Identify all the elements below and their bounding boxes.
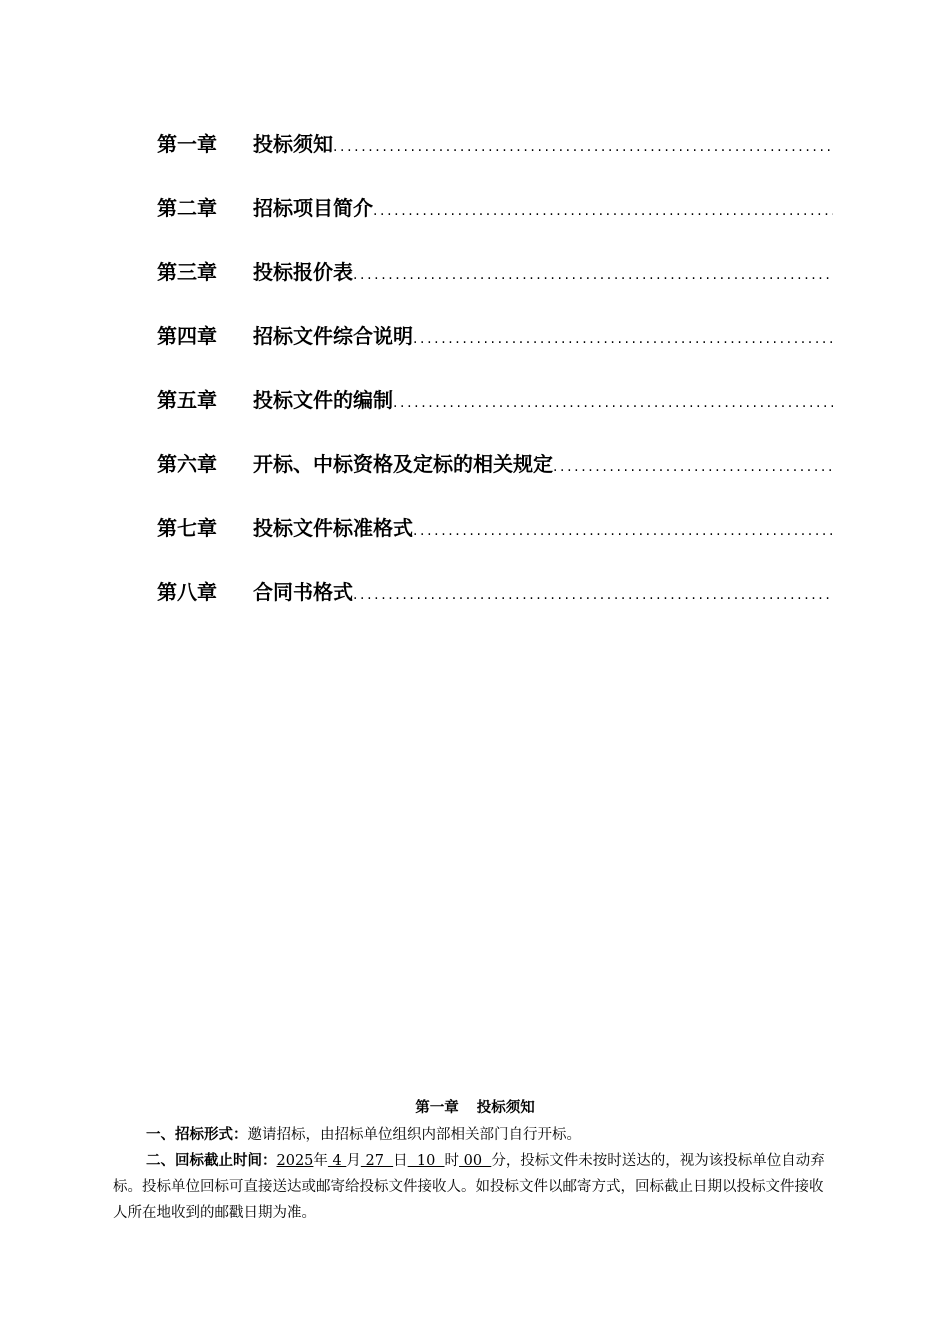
section-heading <box>113 1094 837 1122</box>
toc-chapter-title: 投标文件标准格式 <box>253 516 413 540</box>
year-unit: 年 <box>313 1153 328 1169</box>
deadline-day: 27 <box>360 1153 394 1169</box>
paragraph-tender-form <box>113 1122 837 1148</box>
section-chapter-number: 第一章 <box>415 1100 459 1116</box>
deadline-minute: 00 <box>459 1153 492 1169</box>
paragraph-deadline <box>113 1148 837 1226</box>
toc-dot-leader <box>553 445 833 489</box>
toc-chapter-number: 第七章 <box>157 516 217 540</box>
day-unit: 日 <box>393 1153 408 1169</box>
toc-entry[interactable] <box>157 122 833 186</box>
paragraph-label: 二、回标截止时间： <box>146 1153 277 1169</box>
toc-dot-leader <box>413 509 833 553</box>
toc-dot-leader <box>393 381 833 425</box>
paragraph-label: 一、招标形式： <box>146 1127 248 1143</box>
toc-chapter-title: 开标、中标资格及定标的相关规定 <box>253 452 553 476</box>
minute-unit: 分 <box>491 1153 506 1169</box>
toc-chapter-title: 投标报价表 <box>253 260 353 284</box>
toc-entry[interactable] <box>157 570 833 634</box>
toc-entry[interactable] <box>157 250 833 314</box>
toc-chapter-title: 投标文件的编制 <box>253 388 393 412</box>
hour-unit: 时 <box>444 1153 460 1169</box>
toc-dot-leader <box>353 573 833 617</box>
toc-entry[interactable] <box>157 314 833 378</box>
toc-dot-leader <box>413 317 833 361</box>
toc-chapter-number: 第六章 <box>157 452 217 476</box>
paragraph-body: ，投标文件未按时送达的，视为该投标单位自动弃标。投标单位回标可直接送达或邮寄给投标文件接收人。如投标文件以邮寄方式，回标截止日期以投标文件接收人所在地收到的邮戳日期为准。 <box>113 1153 825 1221</box>
toc-chapter-title: 投标须知 <box>253 132 333 156</box>
toc-dot-leader <box>333 125 833 169</box>
deadline-hour: 10 <box>407 1153 445 1169</box>
toc-chapter-title: 招标项目简介 <box>253 196 373 220</box>
toc-chapter-number: 第二章 <box>157 196 217 220</box>
toc-chapter-title: 招标文件综合说明 <box>253 324 413 348</box>
toc-dot-leader <box>353 253 833 297</box>
deadline-month: 4 <box>327 1153 347 1169</box>
toc-entry[interactable] <box>157 442 833 506</box>
toc-chapter-number: 第八章 <box>157 580 217 604</box>
toc-entry[interactable] <box>157 186 833 250</box>
toc-entry[interactable] <box>157 378 833 442</box>
toc-chapter-number: 第三章 <box>157 260 217 284</box>
toc-chapter-title: 合同书格式 <box>253 580 353 604</box>
toc-dot-leader <box>373 189 833 233</box>
paragraph-body: 邀请招标，由招标单位组织内部相关部门自行开标。 <box>247 1127 581 1143</box>
toc-chapter-number: 第一章 <box>157 132 217 156</box>
toc-entry[interactable] <box>157 506 833 570</box>
section-chapter-title: 投标须知 <box>476 1100 535 1116</box>
deadline-year: 2025 <box>276 1153 314 1169</box>
toc-chapter-number: 第五章 <box>157 388 217 412</box>
month-unit: 月 <box>346 1153 361 1169</box>
table-of-contents <box>157 122 833 634</box>
toc-chapter-number: 第四章 <box>157 324 217 348</box>
chapter-one-section <box>113 1094 837 1226</box>
